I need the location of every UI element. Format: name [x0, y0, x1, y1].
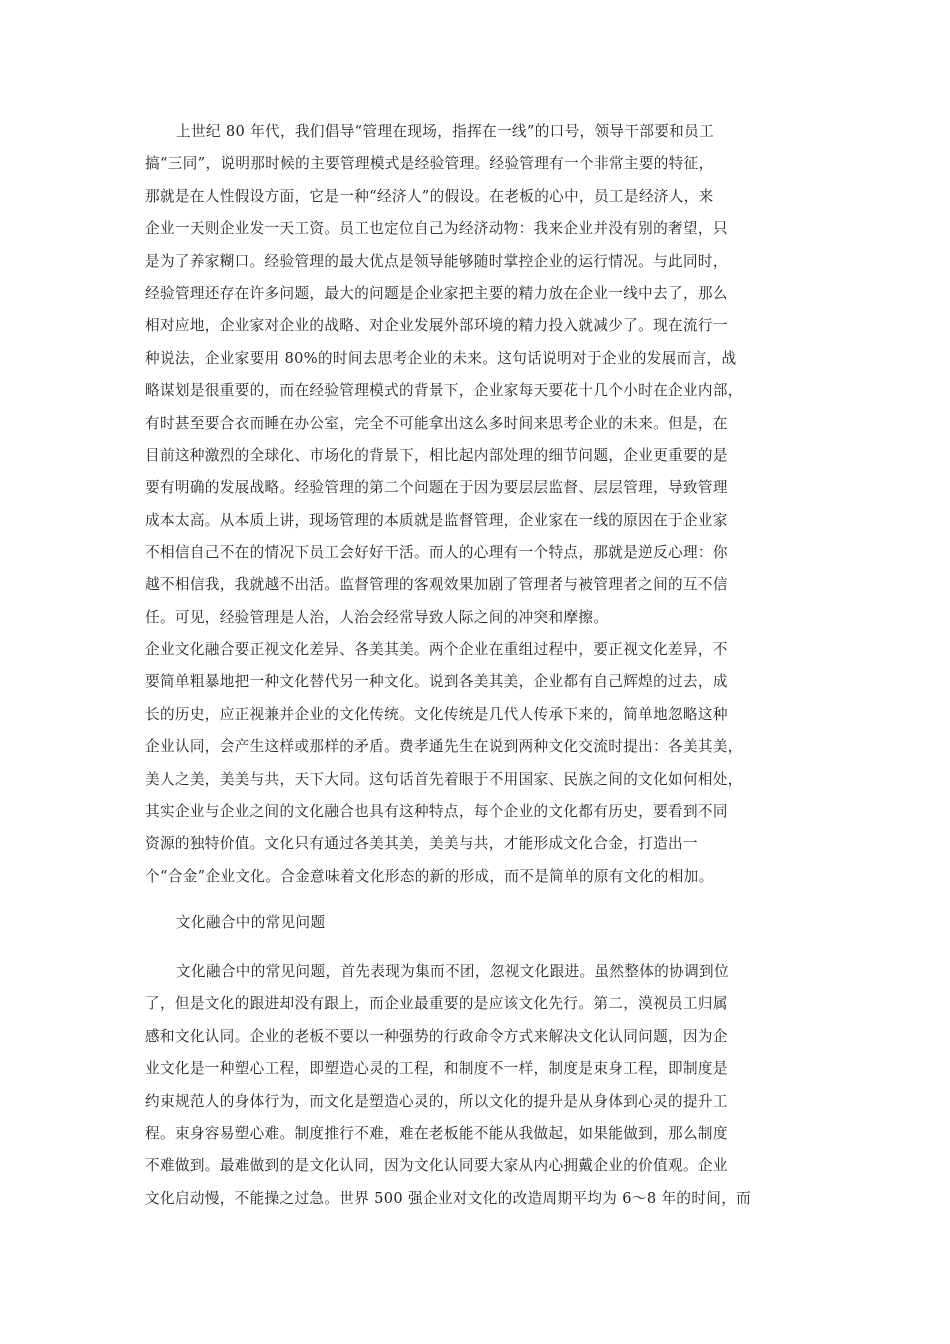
text-line: 长的历史，应正视兼并企业的文化传统。文化传统是几代人传承下来的，简单地忽略这种: [145, 705, 728, 723]
text-line: 文化融合中的常见问题，首先表现为集而不团，忽视文化跟进。虽然整体的协调到位: [176, 963, 729, 980]
text-line: 种说法，企业家要用 80%的时间去思考企业的未来。这句话说明对于企业的发展而言，战: [145, 349, 737, 367]
text-line: 经验管理还存在许多问题，最大的问题是企业家把主要的精力放在企业一线中去了，那么: [145, 284, 728, 302]
text-line: 不难做到。最难做到的是文化认同，因为文化认同要大家从内心拥戴企业的价值观。企业: [145, 1157, 728, 1175]
paragraph-common-problems: [145, 956, 807, 1215]
text-line: 个“合金”企业文化。合金意味着文化形态的新的形成，而不是简单的原有文化的相加。: [145, 867, 714, 885]
text-line: 其实企业与企业之间的文化融合也具有这种特点，每个企业的文化都有历史，要看到不同: [145, 802, 728, 820]
paragraph-culture-integration: [145, 634, 807, 893]
text-line: 约束规范人的身体行为，而文化是塑造心灵的，所以文化的提升是从身体到心灵的提升工: [145, 1092, 728, 1110]
text-line: 越不相信我，我就越不出活。监督管理的客观效果加剧了管理者与被管理者之间的互不信: [145, 576, 728, 594]
text-line: 美人之美，美美与共，天下大同。这句话首先着眼于不用国家、民族之间的文化如何相处，: [145, 770, 743, 788]
text-line: 不相信自己不在的情况下员工会好好干活。而人的心理有一个特点，那就是逆反心理：你: [145, 544, 728, 562]
text-line: 目前这种激烈的全球化、市场化的背景下，相比起内部处理的细节问题，企业更重要的是: [145, 446, 728, 464]
text-line: 要简单粗暴地把一种文化替代另一种文化。说到各美其美，企业都有自己辉煌的过去，成: [145, 673, 728, 691]
text-line: 程。束身容易塑心难。制度推行不难，难在老板能不能从我做起，如果能做到，那么制度: [145, 1124, 728, 1142]
text-line: 略谋划是很重要的，而在经验管理模式的背景下，企业家每天要花十几个小时在企业内部，: [145, 382, 743, 400]
text-line: 相对应地，企业家对企业的战略、对企业发展外部环境的精力投入就减少了。现在流行一: [145, 317, 728, 335]
text-line: 是为了养家糊口。经验管理的最大优点是领导能够随时掌控企业的运行情况。与此同时，: [145, 252, 728, 270]
text-line: 搞“三同”，说明那时候的主要管理模式是经验管理。经验管理有一个非常主要的特征，: [145, 155, 714, 173]
text-line: 企业认同，会产生这样或那样的矛盾。费孝通先生在说到两种文化交流时提出：各美其美，: [145, 738, 743, 756]
text-line: 企业文化融合要正视文化差异、各美其美。两个企业在重组过程中，要正视文化差异，不: [145, 641, 728, 658]
text-line: 有时甚至要合衣而睡在办公室，完全不可能拿出这么多时间来思考企业的未来。但是，在: [145, 414, 728, 432]
text-line: 成本太高。从本质上讲，现场管理的本质就是监督管理，企业家在一线的原因在于企业家: [145, 511, 728, 529]
text-line: 资源的独特价值。文化只有通过各美其美，美美与共，才能形成文化合金，打造出一: [145, 835, 698, 853]
text-line: 上世纪 80 年代，我们倡导“管理在现场，指挥在一线”的口号，领导干部要和员工: [176, 123, 715, 140]
text-line: 任。可见，经验管理是人治，人治会经常导致人际之间的冲突和摩擦。: [145, 608, 609, 626]
text-line: 了，但是文化的跟进却没有跟上，而企业最重要的是应该文化先行。第二，漠视员工归属: [145, 995, 728, 1013]
text-line: 那就是在人性假设方面，它是一种“经济人”的假设。在老板的心中，员工是经济人，来: [145, 187, 714, 205]
text-line: 企业一天则企业发一天工资。员工也定位自己为经济动物：我来企业并没有别的奢望，只: [145, 220, 728, 238]
text-line: 业文化是一种塑心工程，即塑造心灵的工程，和制度不一样，制度是束身工程，即制度是: [145, 1060, 728, 1078]
section-heading: [145, 907, 807, 939]
paragraph-experience-management: [145, 116, 807, 634]
text-line: 要有明确的发展战略。经验管理的第二个问题在于因为要层层监督、层层管理，导致管理: [145, 479, 728, 497]
heading-text: 文化融合中的常见问题: [176, 914, 326, 931]
text-line: 感和文化认同。企业的老板不要以一种强势的行政命令方式来解决文化认同问题，因为企: [145, 1027, 728, 1045]
text-line: 文化启动慢，不能操之过急。世界 500 强企业对文化的改造周期平均为 6～8 年的时间，而: [145, 1189, 752, 1207]
